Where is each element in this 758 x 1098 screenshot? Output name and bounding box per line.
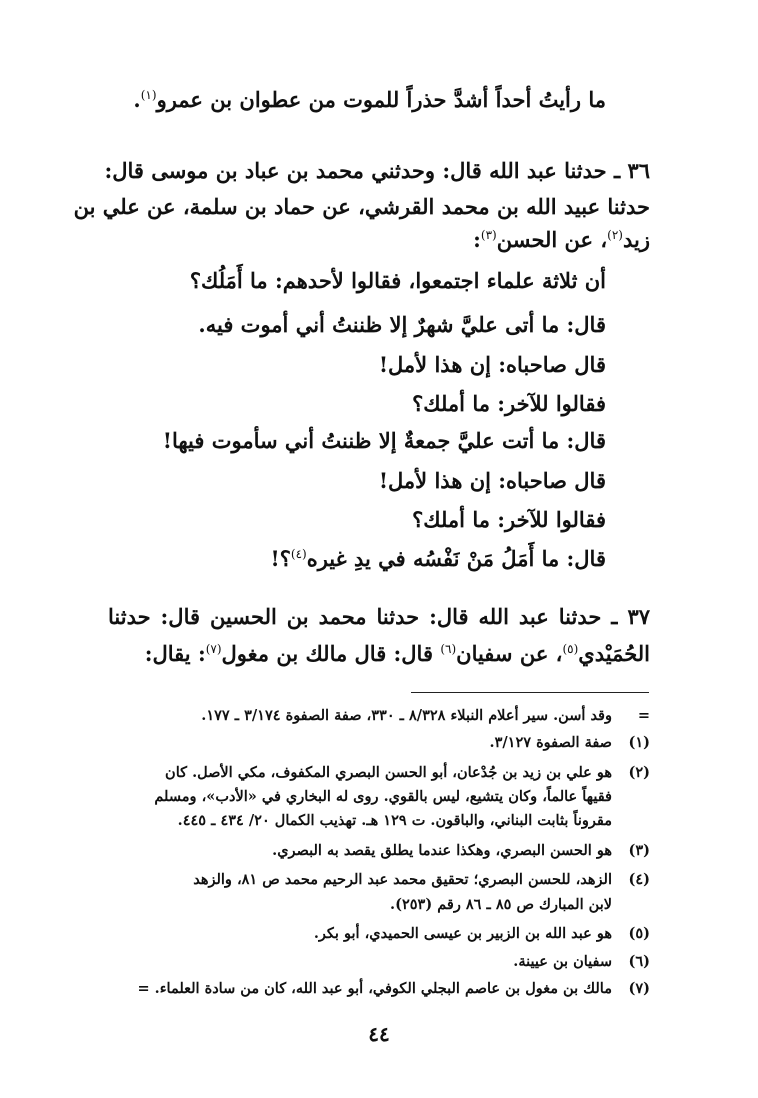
hadith-37-line-2 (145, 640, 650, 668)
hadith-number-36: ٣٦ (627, 158, 650, 183)
page-number: ٤٤ (368, 1022, 390, 1046)
footnote-4-line-2 (108, 895, 650, 915)
footnote-2 (108, 763, 650, 783)
dialogue-line: قال: ما أتى عليَّ شهرٌ إلا ظننتُ أني أموت فيه. (198, 312, 606, 337)
opening-end: . (133, 87, 141, 112)
hadith-36-line-1 (104, 157, 650, 185)
footnote-text: الزهد، للحسن البصري؛ تحقيق محمد عبد الرحيم محمد ص ٨١، والزهد (193, 871, 612, 888)
footnote-mark: (٧) (628, 980, 650, 997)
dialogue-line: قال صاحباه: إن هذا لأمل! (378, 352, 606, 377)
dialogue-last-text: قال: ما أَمَلُ مَنْ نَفْسُه في يدِ غيره (306, 546, 606, 571)
dialogue-line: قال: ما أتت عليَّ جمعةٌ إلا ظننتُ أني سأموت فيها! (162, 428, 606, 453)
hadith-36-text-3b: ، عن الحسن (496, 227, 608, 252)
footnote-3 (108, 841, 650, 861)
footnote-ref-4: (٤) (290, 547, 307, 561)
hadith-36-text-3a: زيد (622, 227, 650, 252)
footnote-text: لابن المبارك ص ٨٥ ـ ٨٦ رقم (٢٥٣). (390, 896, 612, 913)
footnote-ref-5: (٥) (562, 642, 579, 656)
footnote-text: هو الحسن البصري، وهكذا عندما يطلق يقصد به البصري. (272, 842, 612, 859)
dialogue-line: قال صاحباه: إن هذا لأمل! (378, 468, 606, 493)
footnote-4 (108, 870, 650, 890)
footnote-mark: (١) (628, 734, 650, 751)
hadith-37-text-2c: قال: قال مالك بن مغول (221, 641, 441, 666)
dialogue-last-end: ؟! (270, 546, 291, 571)
dialogue-line: فقالوا للآخر: ما أملك؟ (412, 507, 606, 532)
footnote-mark: (٢) (628, 764, 650, 781)
footnote-continuation (108, 706, 650, 726)
footnote-ref-7: (٧) (205, 642, 222, 656)
footnote-6 (108, 952, 650, 972)
footnote-text: صفة الصفوة ٣/١٢٧. (489, 734, 612, 751)
footnote-text: مقروناً بثابت البناني، والباقون. ت ١٢٩ هـ. تهذيب الكمال ٢٠/ ٤٣٤ ـ ٤٤٥. (177, 812, 612, 829)
opening-line (133, 86, 606, 114)
footnote-separator (411, 692, 649, 693)
footnote-ref-6: (٦) (440, 642, 457, 656)
hadith-36-line-3 (473, 226, 650, 254)
hadith-36-text-1: ـ حدثنا عبد الله قال: وحدثني محمد بن عباد بن موسى قال: (104, 158, 621, 183)
footnote-text: هو عبد الله بن الزبير بن عيسى الحميدي، أبو بكر. (313, 925, 612, 942)
footnote-text: وقد أسن. سير أعلام النبلاء ٨/٣٢٨ ـ ٣٣٠، صفة الصفوة ٣/١٧٤ ـ ١٧٧. (201, 707, 612, 724)
hadith-37-text-1: ـ حدثنا عبد الله قال: حدثنا محمد بن الحسين قال: حدثنا (108, 604, 618, 629)
footnote-2-line-3 (108, 811, 650, 831)
dialogue-line: أن ثلاثة علماء اجتمعوا، فقالوا لأحدهم: ما أَمَلُك؟ (189, 268, 606, 293)
footnote-text: هو علي بن زيد بن جُدْعان، أبو الحسن البصري المكفوف، مكي الأصل. كان (165, 764, 612, 781)
opening-text: ما رأيتُ أحداً أشدَّ حذراً للموت من عطوان بن عمرو (156, 87, 606, 112)
footnote-ref-2: (٢) (607, 228, 623, 242)
footnote-text: سفيان بن عيينة. (513, 953, 612, 970)
footnote-mark: (٣) (628, 842, 650, 859)
hadith-37-text-2b: ، عن سفيان (456, 641, 563, 666)
footnote-mark: (٤) (628, 871, 650, 888)
footnote-mark: = (637, 707, 650, 724)
footnote-2-line-2 (108, 787, 650, 807)
footnote-ref-3: (٣) (480, 228, 497, 242)
footnote-mark: (٦) (628, 953, 650, 970)
hadith-number-37: ٣٧ (627, 604, 650, 629)
hadith-37-text-2a: الحُمَيْدي (578, 641, 650, 666)
footnote-text: فقيهاً عالماً، وكان يتشيع، ليس بالقوي. روى له البخاري في «الأدب»، ومسلم (154, 788, 612, 805)
footnote-text: مالك بن مغول بن عاصم البجلي الكوفي، أبو عبد الله، كان من سادة العلماء. = (137, 980, 612, 997)
footnote-1 (108, 733, 650, 753)
hadith-36-text-2: حدثنا عبيد الله بن محمد القرشي، عن حماد بن سلمة، عن علي بن (73, 194, 650, 219)
footnote-5 (108, 924, 650, 944)
dialogue-line-last (271, 545, 606, 573)
footnote-mark: (٥) (628, 925, 650, 942)
hadith-37-line-1 (108, 603, 650, 631)
hadith-36-text-3c: : (473, 227, 481, 252)
footnote-7 (108, 979, 650, 999)
dialogue-line: فقالوا للآخر: ما أملك؟ (412, 391, 606, 416)
footnote-ref-1: (١) (140, 88, 157, 102)
hadith-37-text-2d: : يقال: (144, 641, 206, 666)
hadith-36-line-2 (73, 193, 650, 221)
